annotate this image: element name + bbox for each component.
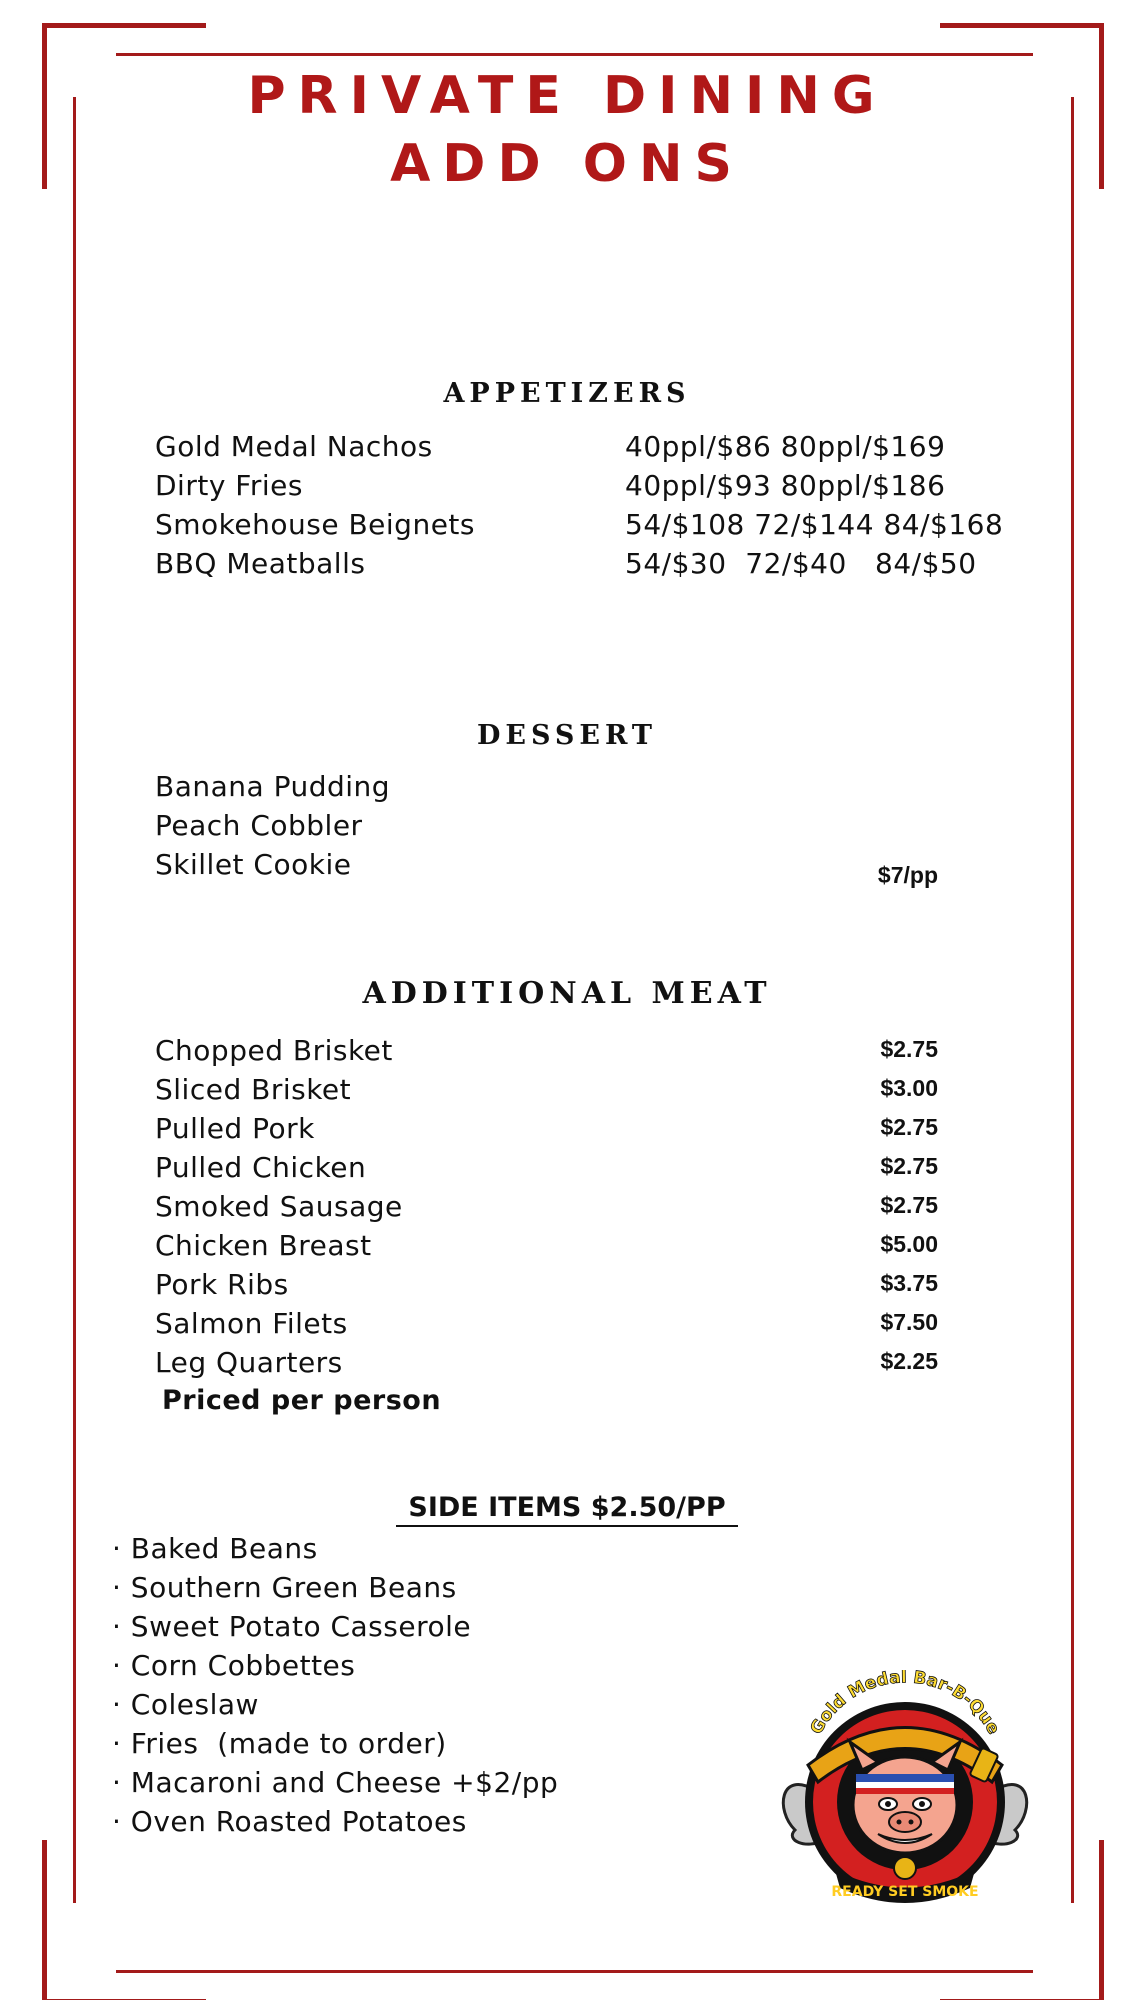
frame-top-long <box>116 53 1033 56</box>
page-title-line-1: PRIVATE DINING <box>247 66 887 126</box>
page-title-line-2: ADD ONS <box>390 134 744 194</box>
logo-bottom-text: READY SET SMOKE <box>831 1884 979 1900</box>
frame-left-outer-bottom <box>42 1840 47 2000</box>
meat-price: $2.75 <box>880 1153 938 1179</box>
gold-medal-logo <box>770 1670 1040 1910</box>
side-item: · Coleslaw <box>112 1688 259 1721</box>
logo-top-text: Gold Medal Bar-B-Que <box>806 1670 1004 1738</box>
appetizer-price: 40ppl/$93 80ppl/$186 <box>625 469 946 502</box>
meat-name: Smoked Sausage <box>155 1190 403 1223</box>
meat-price: $2.75 <box>880 1192 938 1218</box>
appetizer-name: Smokehouse Beignets <box>155 508 475 541</box>
frame-right-outer-bottom <box>1099 1840 1104 2000</box>
meat-name: Pulled Pork <box>155 1112 315 1145</box>
additional-meat-heading: ADDITIONAL MEAT <box>362 976 772 1011</box>
meat-name: Salmon Filets <box>155 1307 348 1340</box>
appetizer-price: 54/$30 72/$40 84/$50 <box>625 547 977 580</box>
dessert-heading: DESSERT <box>476 720 658 751</box>
meat-price: $3.75 <box>880 1270 938 1296</box>
pig-mascot-icon <box>770 1670 1040 1910</box>
side-item: · Sweet Potato Casserole <box>112 1610 472 1643</box>
meat-price: $3.00 <box>880 1075 938 1101</box>
meat-name: Pulled Chicken <box>155 1151 367 1184</box>
dessert-item: Skillet Cookie <box>155 848 352 881</box>
meat-price: $5.00 <box>880 1231 938 1257</box>
meat-note: Priced per person <box>162 1385 442 1416</box>
appetizer-price: 54/$108 72/$144 84/$168 <box>625 508 1004 541</box>
dessert-item: Peach Cobbler <box>155 809 363 842</box>
meat-name: Leg Quarters <box>155 1346 343 1379</box>
appetizer-name: Gold Medal Nachos <box>155 430 433 463</box>
frame-top-right-short <box>940 23 1104 28</box>
side-item: · Baked Beans <box>112 1532 318 1565</box>
meat-name: Chopped Brisket <box>155 1034 393 1067</box>
side-item: · Southern Green Beans <box>112 1571 457 1604</box>
appetizers-heading: APPETIZERS <box>443 378 691 409</box>
appetizer-name: Dirty Fries <box>155 469 303 502</box>
meat-name: Chicken Breast <box>155 1229 372 1262</box>
meat-price: $2.25 <box>880 1348 938 1374</box>
side-item: · Macaroni and Cheese +$2/pp <box>112 1766 559 1799</box>
meat-price: $2.75 <box>880 1114 938 1140</box>
side-item: · Fries (made to order) <box>112 1727 447 1760</box>
dessert-price: $7/pp <box>877 862 938 888</box>
meat-name: Sliced Brisket <box>155 1073 352 1106</box>
frame-top-left-short <box>42 23 206 28</box>
side-items-heading <box>0 1492 1134 1523</box>
meat-price: $2.75 <box>880 1036 938 1062</box>
meat-price: $7.50 <box>880 1309 938 1335</box>
side-item: · Corn Cobbettes <box>112 1649 356 1682</box>
appetizer-price: 40ppl/$86 80ppl/$169 <box>625 430 946 463</box>
meat-name: Pork Ribs <box>155 1268 289 1301</box>
side-item: · Oven Roasted Potatoes <box>112 1805 467 1838</box>
dessert-item: Banana Pudding <box>155 770 391 803</box>
side-items-heading-text: SIDE ITEMS $2.50/PP <box>396 1492 737 1527</box>
appetizer-name: BBQ Meatballs <box>155 547 366 580</box>
frame-bottom-long <box>116 1970 1033 1973</box>
